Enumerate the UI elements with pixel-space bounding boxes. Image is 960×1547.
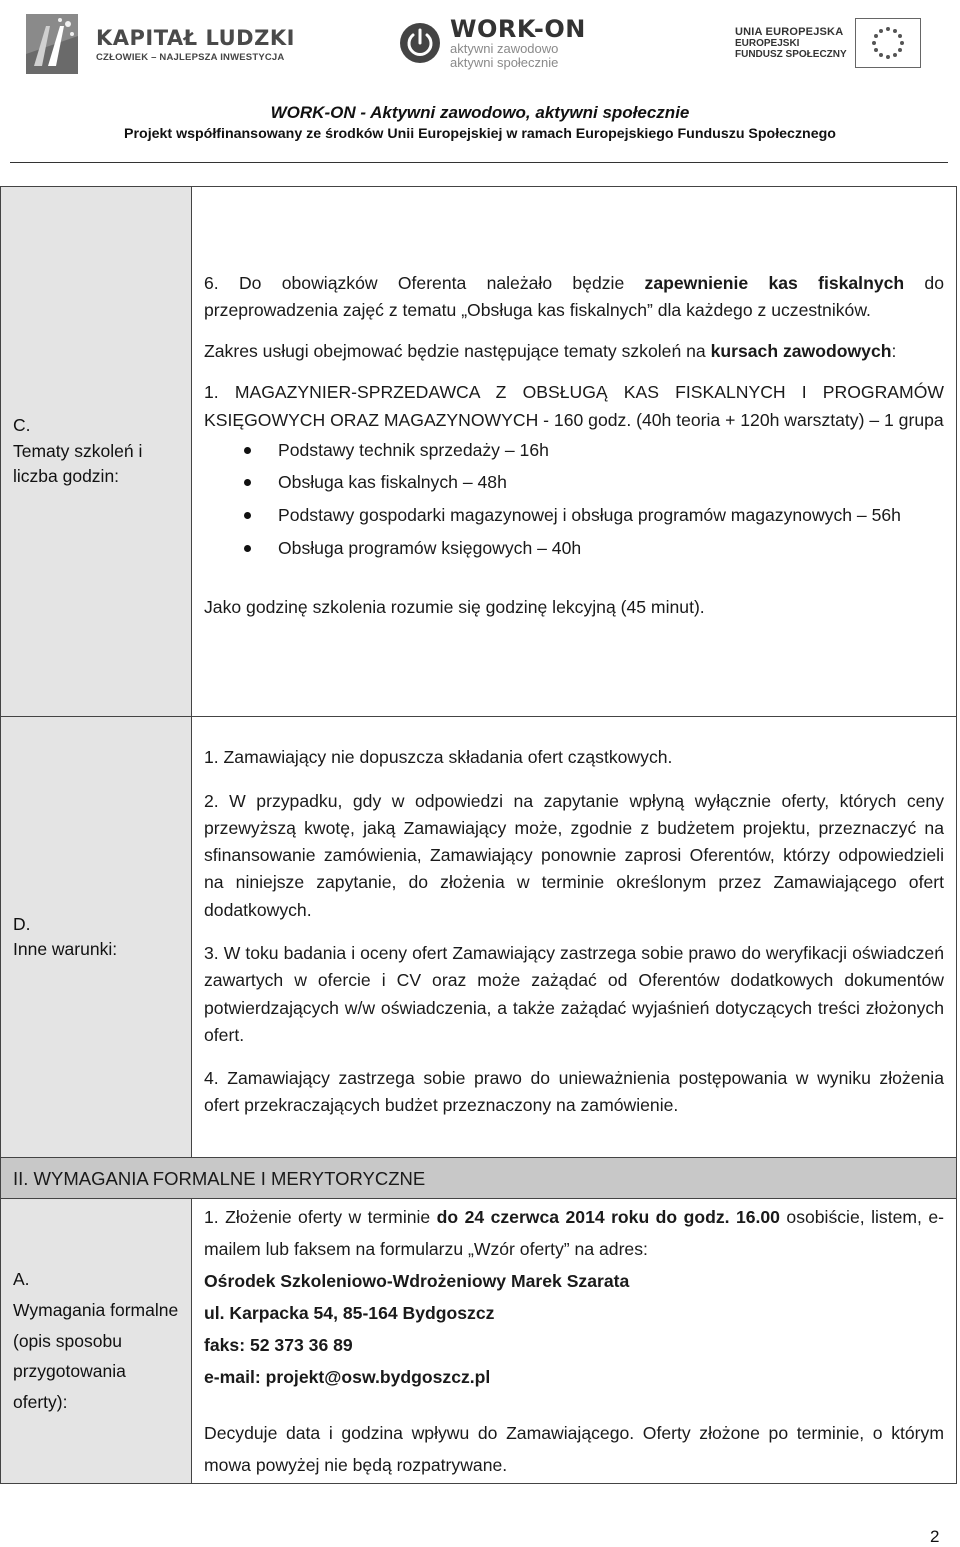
section-c-label — [1, 187, 192, 717]
power-icon — [398, 21, 442, 65]
section-d-content — [192, 717, 957, 1158]
section-a-label — [1, 1199, 192, 1484]
requirements-table — [0, 186, 957, 1484]
item-6-paragraph: 6. Do obowiązków Oferenta należało będzie zapewnienie kas fiskalnych do przeprowadzenia zajęć z tematu „Obsługa kas fiskalnych” dla każdego z uczestników. — [204, 272, 944, 320]
address-fax: faks: 52 373 36 89 — [204, 1335, 353, 1355]
work-on-logo — [398, 12, 598, 74]
bullet-icon — [244, 512, 251, 519]
eu-logo-line2: EUROPEJSKI — [735, 38, 800, 50]
list-item: Podstawy gospodarki magazynowej i obsługa programów magazynowych – 56h — [240, 499, 944, 532]
section-a-letter: A. — [13, 1269, 30, 1290]
section-c-content — [192, 187, 957, 717]
eu-logo-line3: FUNDUSZ SPOŁECZNY — [735, 49, 847, 61]
section-c-row — [1, 187, 957, 717]
kapital-ludzki-title: KAPITAŁ LUDZKI — [96, 25, 295, 50]
kapital-ludzki-logo — [20, 4, 295, 84]
kapital-ludzki-emblem — [20, 6, 90, 82]
condition-item-3: 3. W toku badania i oceny ofert Zamawiający zastrzega sobie prawo do weryfikacji oświadczeń zawartych w ofercie i CV oraz może zażądać od Oferentów dodatkowych dokumentów potwierdzających w/w oświadczenia, a także zażądać wyjaśnień dotyczących treści złożonych ofert. — [204, 943, 944, 1045]
work-on-title: WORK-ON — [450, 15, 586, 43]
condition-item-4: 4. Zamawiający zastrzega sobie prawo do unieważnienia postępowania w wyniku złożenia ofert przekraczających budżet przeznaczony na zamówienie. — [204, 1068, 944, 1116]
section-d-letter: D. — [13, 913, 31, 934]
kapital-ludzki-subtitle: CZŁOWIEK – NAJLEPSZA INWESTYCJA — [96, 51, 285, 63]
bullet-icon — [244, 545, 251, 552]
eu-logo-line1: UNIA EUROPEJSKA — [735, 25, 844, 38]
list-item: Podstawy technik sprzedaży – 16h — [240, 434, 944, 467]
submission-paragraph: 1. Złożenie oferty w terminie do 24 czerwca 2014 roku do godz. 16.00 osobiście, listem, e-mailem lub faksem na formularzu „Wzór oferty” na adres: — [204, 1206, 944, 1259]
project-subtitle: Projekt współfinansowany ze środków Unii Europejskiej w ramach Europejskiego Funduszu Społecznego — [124, 126, 836, 142]
section-c-label-text: Tematy szkoleń i liczba godzin: — [13, 440, 143, 487]
section-a-label-text: Wymagania formalne (opis sposobu przygotowania oferty): — [13, 1300, 179, 1412]
work-on-line1: aktywni zawodowo — [450, 41, 559, 56]
topics-list — [204, 434, 944, 564]
section-ii-heading: II. WYMAGANIA FORMALNE I MERYTORYCZNE — [1, 1158, 957, 1199]
section-d-row — [1, 717, 957, 1158]
course-title: 1. MAGAZYNIER-SPRZEDAWCA Z OBSŁUGĄ KAS FISKALNYCH I PROGRAMÓW KSIĘGOWYCH ORAZ MAGAZYNOWYCH - 160 godz. (40h teoria + 120h warsztaty) – 1 grupa — [204, 382, 944, 430]
section-a-row — [1, 1199, 957, 1484]
address-street: ul. Karpacka 54, 85-164 Bydgoszcz — [204, 1302, 495, 1323]
work-on-line2: aktywni społecznie — [450, 55, 559, 70]
condition-item-2: 2. W przypadku, gdy w odpowiedzi na zapytanie wpłyną wyłącznie oferty, których ceny przewyższą kwotę, jaką Zamawiający może, zgodnie z budżetem projektu, przeznaczyć na sfinansowanie zamówienia, Zamawiający ponownie zaprosi Oferentów, którzy odpowiedzieli na niniejsze zapytanie, do złożenia w terminie określonym przez Zamawiającego ofert dodatkowych. — [204, 790, 944, 920]
eu-flag-icon — [855, 18, 921, 68]
section-d-label — [1, 717, 192, 1158]
section-ii-row — [1, 1158, 957, 1199]
page-number: 2 — [930, 1527, 940, 1546]
address-name: Ośrodek Szkoleniowo-Wdrożeniowy Marek Szarata — [204, 1270, 630, 1291]
section-c-letter: C. — [13, 415, 31, 436]
section-d-label-text: Inne warunki: — [13, 939, 118, 959]
bullet-icon — [244, 447, 251, 454]
closing-paragraph: Decyduje data i godzina wpływu do Zamawiającego. Oferty złożone po terminie, o którym mowa powyżej nie będą rozpatrywane. — [204, 1423, 944, 1476]
header-divider — [10, 162, 948, 163]
header-logos — [0, 0, 960, 100]
section-a-content — [192, 1199, 957, 1484]
condition-item-1: 1. Zamawiający nie dopuszcza składania ofert cząstkowych. — [204, 747, 673, 768]
hour-note: Jako godzinę szkolenia rozumie się godzinę lekcyjną (45 minut). — [204, 597, 705, 618]
address-email: e-mail: projekt@osw.bydgoszcz.pl — [204, 1367, 491, 1388]
list-item: Obsługa kas fiskalnych – 48h — [240, 466, 944, 499]
eu-logo — [735, 16, 935, 70]
project-title: WORK-ON - Aktywni zawodowo, aktywni społecznie — [270, 103, 690, 122]
scope-paragraph: Zakres usługi obejmować będzie następujące tematy szkoleń na kursach zawodowych: — [204, 341, 897, 362]
list-item: Obsługa programów księgowych – 40h — [240, 532, 944, 565]
bullet-icon — [244, 479, 251, 486]
